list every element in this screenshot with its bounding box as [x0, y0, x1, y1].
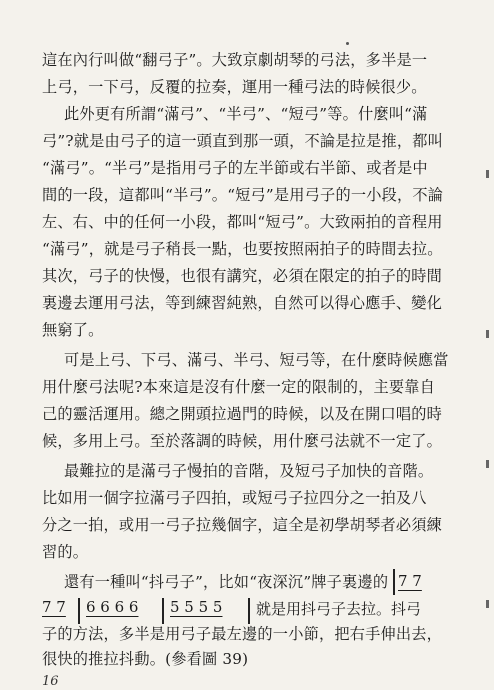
text-line: “滿弓”，就是弓子稍長一點，也要按照兩拍子的時間去拉。 [42, 240, 443, 258]
scan-edge-mark [486, 330, 489, 338]
text-line: 裏邊去運用弓法，等到練習純熟，自然可以得心應手、變化 [42, 294, 443, 312]
text-line: 用什麼弓法呢?本來這是沒有什麼一定的限制的，主要靠自 [42, 378, 436, 396]
text-line: 左、右、中的任何一小段，都叫“短弓”。大致兩拍的音程用 [42, 213, 443, 231]
text-line: 習的。 [42, 543, 89, 561]
text-line: 就是用抖弓子去拉。抖弓 [256, 600, 422, 618]
text-line: 其次，弓子的快慢，也很有講究，必須在限定的拍子的時間 [42, 267, 443, 285]
print-speck [346, 42, 349, 45]
scan-edge-mark [486, 460, 489, 468]
page-number: 16 [42, 674, 59, 689]
notation-group: 5 5 5 5 [170, 598, 223, 616]
notation-group: 6 6 6 6 [86, 598, 139, 616]
text-line: 弓”?就是由弓子的這一頭直到那一頭，不論是拉是推，都叫 [42, 132, 443, 150]
text-line: 可是上弓、下弓、滿弓、半弓、短弓等，在什麼時候應當 [64, 351, 449, 369]
text-line: 間的一段，這都叫“半弓”。“短弓”是用弓子的一小段，不論 [42, 186, 444, 204]
notation-row [42, 598, 454, 624]
bar-line [78, 598, 80, 624]
text-line: 分之一拍，或用一弓子拉幾個字，這全是初學胡琴者必須練 [42, 516, 443, 534]
text-line: 最難拉的是滿弓子慢拍的音階，及短弓子加快的音階。 [64, 462, 434, 480]
text-line: 子的方法，多半是用弓子最左邊的一小節，把右手伸出去， [42, 625, 443, 643]
text-line: 還有一種叫“抖弓子”，比如“夜深沉”牌子裏邊的 [64, 573, 389, 591]
text-line: “滿弓”。“半弓”是指用弓子的左半節或右半節、或者是中 [42, 159, 428, 177]
text-line: 上弓，一下弓，反覆的拉奏，運用一種弓法的時候很少。 [42, 78, 427, 96]
bar-line [393, 569, 395, 595]
scan-edge-mark [486, 170, 489, 178]
bar-line [248, 598, 250, 624]
text-line: 無窮了。 [42, 321, 104, 339]
scan-edge-mark [486, 600, 489, 608]
text-line: 這在內行叫做“翻弓子”。大致京劇胡琴的弓法，多半是一 [42, 51, 428, 69]
notation-group: 7 7 [42, 598, 66, 616]
text-line: 候，多用上弓。至於落調的時候，用什麼弓法就不一定了。 [42, 432, 443, 450]
bar-line [162, 598, 164, 624]
text-line: 比如用一個字拉滿弓子四拍，或短弓子拉四分之一拍及八 [42, 489, 427, 507]
text-line: 此外更有所謂“滿弓”、“半弓”、“短弓”等。什麼叫“滿 [64, 105, 428, 123]
notation-head [398, 572, 422, 590]
text-line: 己的靈活運用。總之開頭拉過門的時候，以及在開口唱的時 [42, 405, 443, 423]
text-line: 很快的推拉抖動。(參看圖 39) [42, 650, 249, 668]
notation-group: 7 7 [398, 572, 422, 590]
